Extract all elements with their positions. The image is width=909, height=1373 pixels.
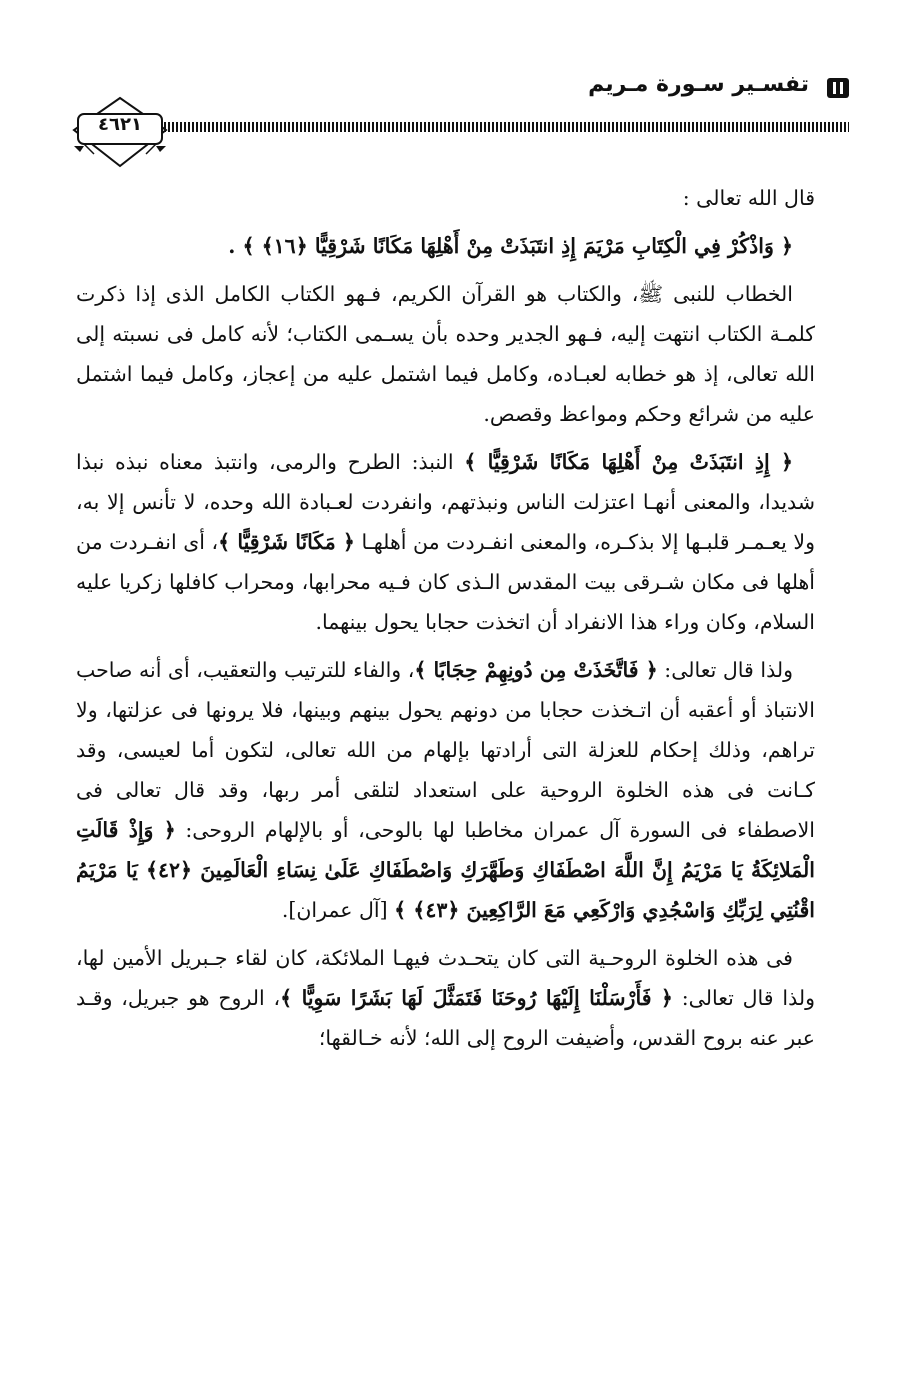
- page-body: [76, 178, 815, 1066]
- paragraph: [76, 274, 815, 434]
- verse-quran: ﴿ وَإِذْ قَالَتِ الْمَلائِكَةُ يَا مَرْيَمُ إِنَّ اللَّهَ اصْطَفَاكِ وَطَهَّرَكِ وَاصْطَفَاكِ عَلَىٰ نِسَاءِ الْعَالَمِينَ ﴿٤٢﴾ يَا مَرْيَمُ اقْنُتِي لِرَبِّكِ وَاسْجُدِي وَارْكَعِي مَعَ الرَّاكِعِينَ ﴿٤٣﴾ ﴾: [76, 818, 815, 922]
- verse-quran: ﴿ إِذِ انتَبَذَتْ مِنْ أَهْلِهَا مَكَانًا شَرْقِيًّا ﴾: [464, 450, 794, 474]
- paragraph: [76, 442, 815, 642]
- main-verse-line: [76, 226, 815, 266]
- paragraph-text: [آل عمران].: [281, 898, 395, 922]
- verse-quran: ﴿ فَأَرْسَلْنَا إِلَيْهَا رُوحَنَا فَتَمَثَّلَ لَهَا بَشَرًا سَوِيًّا ﴾: [280, 986, 673, 1010]
- page-number-badge: [70, 96, 170, 170]
- paragraph: [76, 650, 815, 930]
- paragraph: [76, 938, 815, 1058]
- verse-quran: ﴿ فَاتَّخَذَتْ مِن دُونِهِمْ حِجَابًا ﴾: [414, 658, 658, 682]
- intro-line: [76, 178, 815, 218]
- verse-quran: ﴿ وَاذْكُرْ فِي الْكِتَابِ مَرْيَمَ إِذِ انتَبَذَتْ مِنْ أَهْلِهَا مَكَانًا شَرْقِيًّا ﴿١٦﴾ ﴾ .: [228, 234, 793, 258]
- intro-text: قال الله تعالى :: [682, 186, 815, 210]
- paragraph-text: فى هذه الخلوة الروحـية التى كان يتحـدث فيهـا الملائكة، كان لقاء جـبريل الأمين لها، ولذا قال تعالى:: [76, 946, 816, 1010]
- page-number: ٤٦٢١: [98, 114, 142, 135]
- paragraph-text: ، والفاء للترتيب والتعقيب، أى أنه صاحب الانتباذ أو أعقبه أن اتـخذت حجابا من دونهم يحول بينهم وبينها، فلا يرونها فى عزلتها، ولا تراهم، وذلك إحكام للعزلة التى أرادتها بإلهام من الله تعالى، لتكون أما لعيسى، وقد كـانت فى هذه الخلوة الروحية على استعداد لتلقى أمر ربها، وقد قال تعالى فى الاصطفاء فى السورة آل عمران مخاطبا لها بالوحى، أو بالإلهام الروحى:: [76, 658, 815, 842]
- page-header: [60, 72, 849, 182]
- paragraph-text: الخطاب للنبى ﷺ، والكتاب هو القرآن الكريم، فـهو الكتاب الكامل الذى إذا ذكرت كلمـة الكتاب انتهت إليه، فـهو الجدير وحده بأن يسـمى الكتاب؛ لأنه كامل فى نسبته إلى الله تعالى، إذ هو خطابه لعبـاده، وكامل فيما اشتمل عليه من إعجاز، وكامل فيما اشتمل عليه من شرائع وحكم ومواعظ وقصص.: [76, 282, 815, 426]
- ornament-icon: [827, 78, 849, 98]
- paragraph-text: ، أى انفـردت من أهلها فى مكان شـرقى بيت المقدس الـذى كان فـيه محرابها، ومحراب كافلها زكريا عليه السلام، وكان وراء هذا الانفراد أن اتخذت حجابا يحول بينهما.: [76, 530, 815, 634]
- paragraph-text: ، الروح هو جبريل، وقـد عبر عنه بروح القدس، وأضيفت الروح إلى الله؛ لأنه خـالقها؛: [76, 986, 815, 1050]
- paragraph-text: النبذ: الطرح والرمى، وانتبذ معناه نبذه نبذا شديدا، والمعنى أنهـا اعتزلت الناس ونبذتهم، وانفردت لعـبادة الله وحده، لا تأنس إلا به، ولا يعـمـر قلبـها إلا بذكـره، والمعنى انفـردت من أهلهـا: [76, 450, 816, 554]
- header-rule: [160, 122, 849, 132]
- paragraph-text: ولذا قال تعالى:: [657, 658, 794, 682]
- verse-quran: ﴿ مَكَانًا شَرْقِيًّا ﴾: [218, 530, 355, 554]
- running-title: تفسـير سـورة مـريم: [588, 72, 809, 97]
